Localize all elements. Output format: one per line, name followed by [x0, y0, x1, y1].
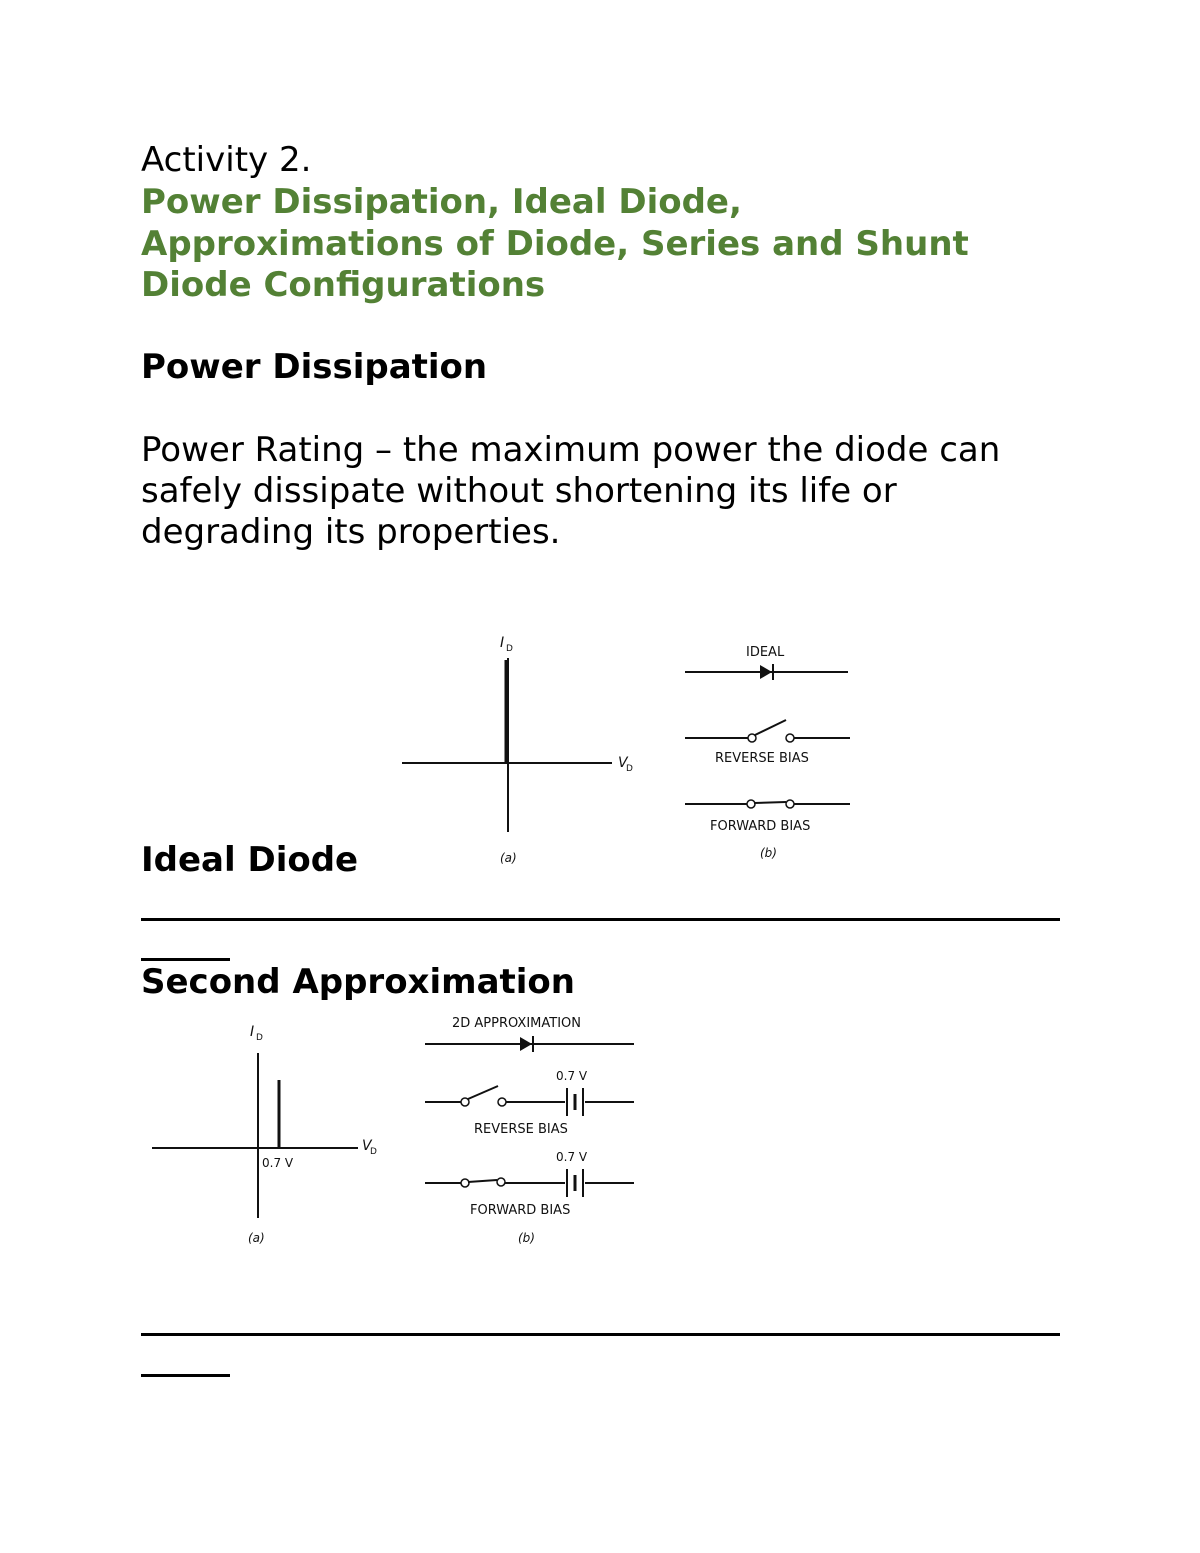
power-dissipation-heading: Power Dissipation: [141, 347, 488, 387]
answer-line-second-short: [141, 1374, 230, 1377]
ideal-diode-heading: Ideal Diode: [141, 840, 359, 880]
second-approximation-heading: Second Approximation: [141, 962, 575, 1002]
second-reverse-label: REVERSE BIAS: [474, 1122, 568, 1137]
activity-label: Activity 2.: [141, 140, 312, 180]
second-caption-b: (b): [518, 1231, 535, 1245]
second-reverse-blade: [468, 1086, 498, 1099]
second-knee-label: 0.7 V: [262, 1156, 294, 1170]
second-battery-label-forward: 0.7 V: [556, 1150, 588, 1164]
forward-switch-contact-right: [786, 800, 794, 808]
ideal-label: IDEAL: [746, 645, 785, 660]
second-x-axis-sub: D: [370, 1147, 377, 1157]
forward-switch-blade: [754, 802, 786, 803]
second-forward-contact-left: [461, 1179, 469, 1187]
power-rating-line-3: degrading its properties.: [141, 512, 561, 552]
title-line-3: Diode Configurations: [141, 265, 546, 305]
ideal-y-axis-sub: D: [506, 644, 513, 654]
second-y-axis-label: I: [250, 1024, 255, 1040]
power-rating-line-2: safely dissipate without shortening its life or: [141, 471, 897, 511]
second-battery-label-reverse: 0.7 V: [556, 1069, 588, 1083]
ideal-caption-b: (b): [760, 846, 777, 860]
title-line-2: Approximations of Diode, Series and Shunt: [141, 223, 969, 264]
title-line-1: Power Dissipation, Ideal Diode,: [141, 182, 742, 222]
ideal-reverse-label: REVERSE BIAS: [715, 751, 809, 766]
second-reverse-contact-right: [498, 1098, 506, 1106]
second-caption-a: (a): [248, 1231, 265, 1245]
reverse-switch-blade: [755, 720, 786, 735]
answer-line-ideal-short: [141, 958, 230, 961]
ideal-x-axis-label: V: [618, 755, 628, 771]
ideal-caption-a: (a): [500, 851, 517, 865]
ideal-y-axis-label: I: [500, 635, 505, 651]
power-rating-line-1: Power Rating – the maximum power the diode can: [141, 430, 1001, 470]
second-forward-contact-right: [497, 1178, 505, 1186]
document-title: [141, 182, 1061, 307]
forward-switch-contact-left: [747, 800, 755, 808]
reverse-switch-contact-left: [748, 734, 756, 742]
second-x-axis-label: V: [362, 1138, 372, 1154]
second-y-axis-sub: D: [256, 1033, 263, 1043]
second-forward-blade: [468, 1180, 497, 1182]
second-forward-label: FORWARD BIAS: [470, 1203, 571, 1218]
answer-line-second: [141, 1333, 1060, 1336]
second-reverse-contact-left: [461, 1098, 469, 1106]
second-diode-symbol: [520, 1037, 532, 1051]
ideal-x-axis-sub: D: [626, 764, 633, 774]
second-approx-label: 2D APPROXIMATION: [452, 1016, 581, 1031]
ideal-forward-label: FORWARD BIAS: [710, 819, 811, 834]
ideal-diode-symbol: [760, 665, 772, 679]
answer-line-ideal: [141, 918, 1060, 921]
reverse-switch-contact-right: [786, 734, 794, 742]
power-rating-paragraph: [141, 430, 1081, 553]
second-approximation-figure: [140, 1008, 660, 1258]
ideal-diode-figure: [380, 620, 880, 880]
